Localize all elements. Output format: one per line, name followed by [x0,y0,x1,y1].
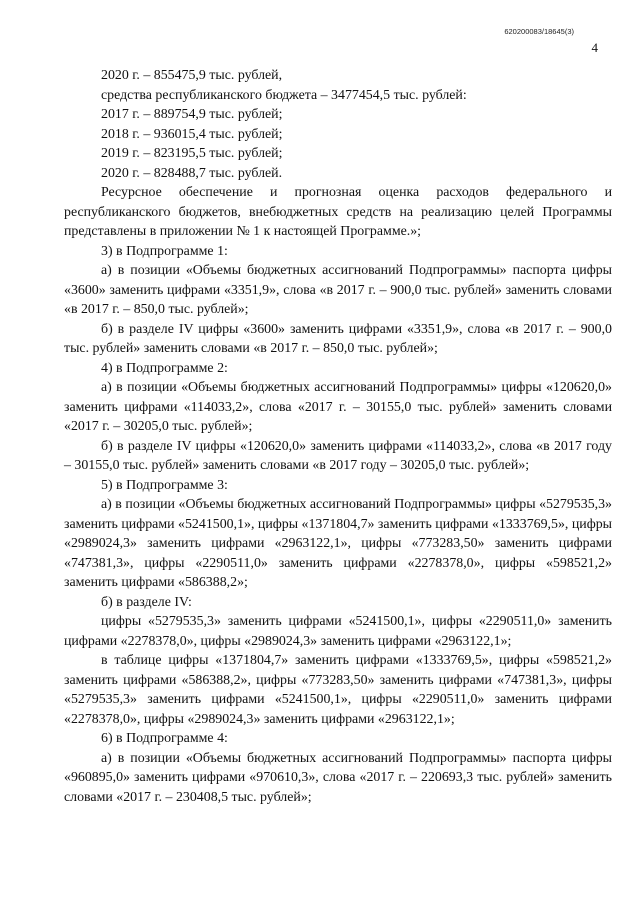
paragraph: 2017 г. – 889754,9 тыс. рублей; [101,107,283,122]
paragraph: 2020 г. – 855475,9 тыс. рублей, [101,68,283,83]
paragraph: 3) в Подпрограмме 1: [101,243,228,259]
paragraph: Ресурсное обеспечение и прогнозная оценка расходов федерального и республиканского бюджетов, внебюджетных средств на реализацию целей Программы представлены в приложении № 1 к настоящей Программе.»; [64,185,612,239]
paragraph: 4) в Подпрограмме 2: [101,360,228,376]
paragraph: 6) в Подпрограмме 4: [101,731,228,746]
paragraph: б) в разделе IV цифры «3600» заменить цифрами «3351,9», слова «в 2017 г. – 900,0 тыс. рублей» заменить словами «в 2017 г. – 850,0 тыс. рублей»; [64,321,612,356]
paragraph: а) в позиции «Объемы бюджетных ассигнований Подпрограммы» цифры «120620,0» заменить цифрами «114033,2», слова «2017 г. – 30155,0 тыс. рублей» заменить словами «2017 г. – 30205,0 тыс. рублей»; [64,380,612,434]
paragraph: б) в разделе IV цифры «120620,0» заменить цифрами «114033,2», слова «в 2017 году – 30155,0 тыс. рублей» заменить словами «в 2017 году – 30205,0 тыс. рублей»; [64,438,612,473]
paragraph: в таблице цифры «1371804,7» заменить цифрами «1333769,5», цифры «598521,2» заменить цифрами «586388,2», цифры «773283,50» заменить цифрами «747381,3», цифры «5279535,3» заменить цифрами «5241500,1», цифры «2290511,0» заменить цифрами «2278378,0», цифры «2989024,3» заменить цифрами «2963122,1»; [64,653,612,727]
paragraph: 2018 г. – 936015,4 тыс. рублей; [101,126,283,142]
paragraph: 5) в Подпрограмме 3: [101,477,228,493]
paragraph: а) в позиции «Объемы бюджетных ассигнований Подпрограммы» паспорта цифры «960895,0» заменить цифрами «970610,3», слова «2017 г. – 220693,3 тыс. рублей» заменить словами «2017 г. – 230408,5 тыс. рублей»; [64,750,612,805]
paragraph: 2019 г. – 823195,5 тыс. рублей; [101,146,283,161]
paragraph: цифры «5279535,3» заменить цифрами «5241500,1», цифры «2290511,0» заменить цифрами «2278378,0», цифры «2989024,3» заменить цифрами «2963122,1»; [64,614,612,649]
document-body [64,66,612,807]
document-id: 620200083/18645(3) [504,27,574,36]
paragraph: б) в разделе IV: [101,594,192,610]
paragraph: а) в позиции «Объемы бюджетных ассигнований Подпрограммы» цифры «5279535,3» заменить цифрами «5241500,1», цифры «1371804,7» заменить цифрами «1333769,5», цифры «2989024,3» заменить цифрами «2963122,1», цифры «773283,50» заменить цифрами «747381,3», цифры «2290511,0» заменить цифрами «2278378,0», цифры «598521,2» заменить цифрами «586388,2»; [64,497,612,590]
paragraph: 2020 г. – 828488,7 тыс. рублей. [101,165,283,181]
paragraph: средства республиканского бюджета – 3477454,5 тыс. рублей: [101,87,467,103]
paragraph: а) в позиции «Объемы бюджетных ассигнований Подпрограммы» паспорта цифры «3600» заменить цифрами «3351,9», слова «в 2017 г. – 900,0 тыс. рублей» заменить словами «в 2017 г. – 850,0 тыс. рублей»; [64,263,612,317]
page-number: 4 [591,40,598,55]
